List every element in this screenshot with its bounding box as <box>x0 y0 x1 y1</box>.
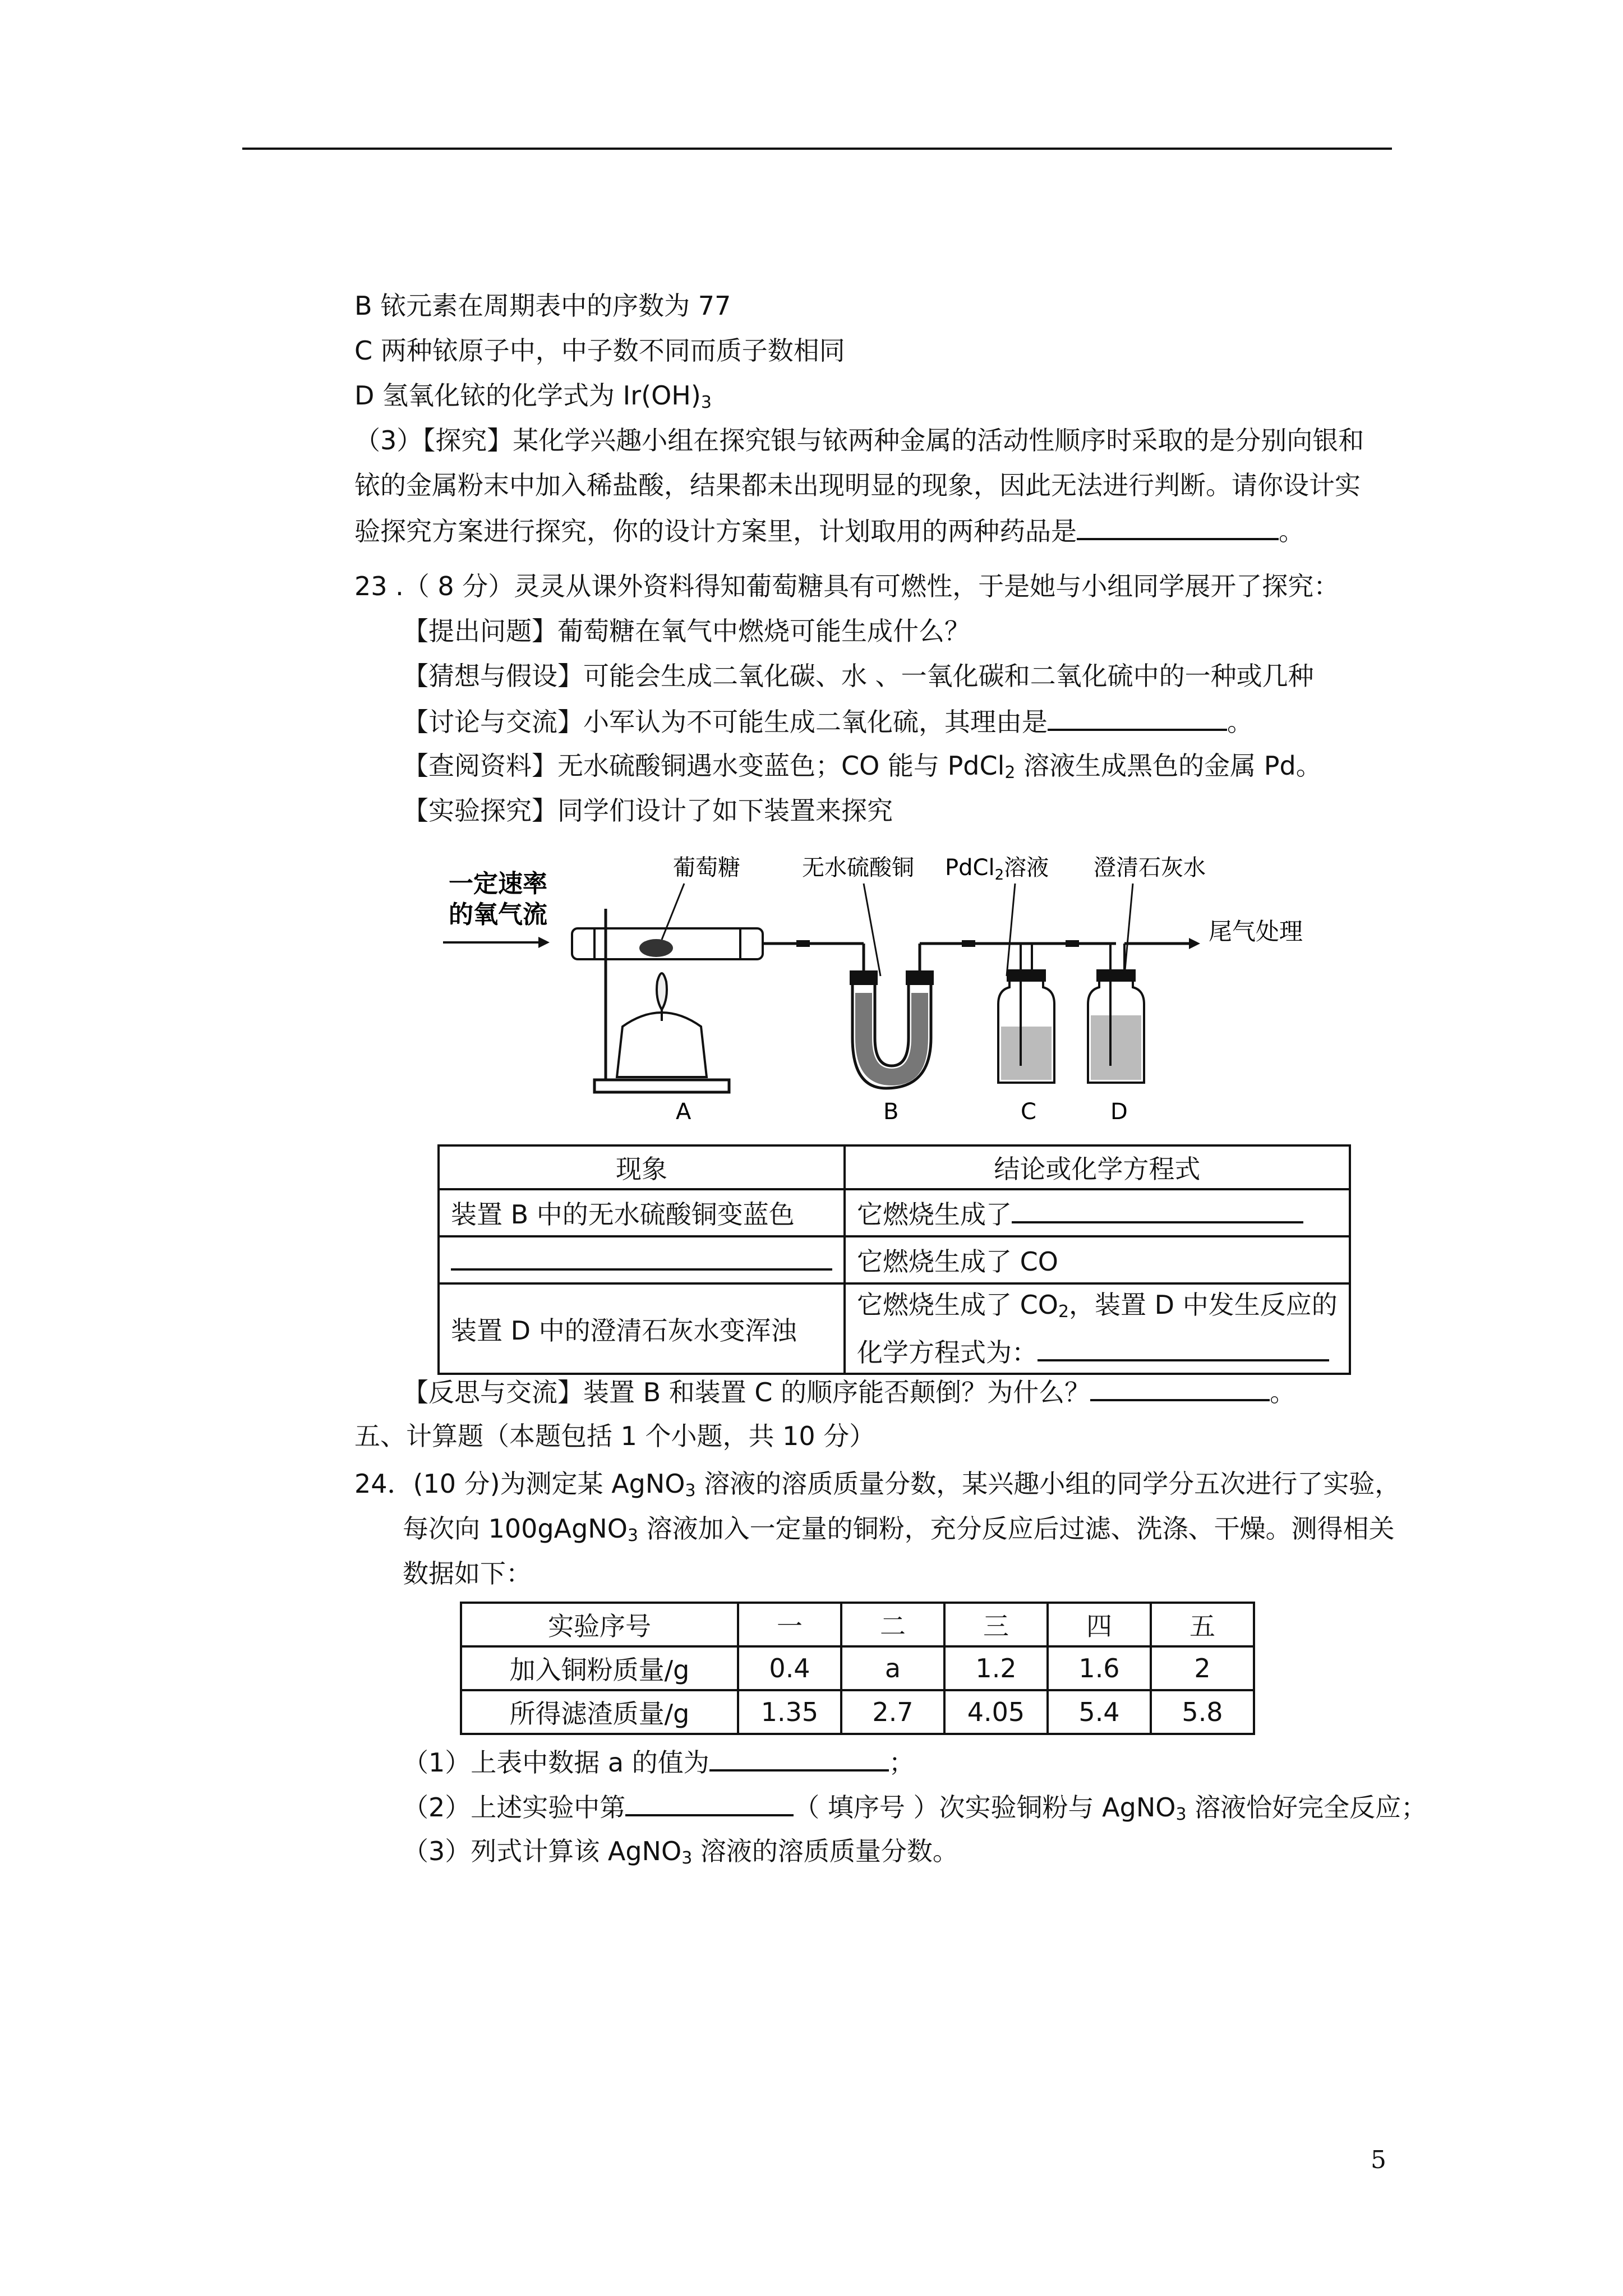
col-header: 一 <box>738 1603 841 1646</box>
label-b: B <box>883 1099 899 1125</box>
page-number: 5 <box>1371 2146 1386 2174</box>
row2-conclusion: 它燃烧生成了 CO <box>845 1236 1350 1283</box>
table-cell: 2.7 <box>841 1690 944 1734</box>
label-d: D <box>1110 1099 1128 1125</box>
answer-blank[interactable] <box>1090 1374 1270 1401</box>
table-cell: 2 <box>1151 1646 1254 1690</box>
table-cell: 1.35 <box>738 1690 841 1734</box>
option-b: B 铱元素在周期表中的序数为 77 <box>354 291 731 321</box>
table-cell: 加入铜粉质量/g <box>461 1646 738 1690</box>
row3-conclusion: 它燃烧生成了 $CO_2$，装置 D 中发生反应的 化学方程式为： <box>845 1283 1350 1374</box>
glucose-sample <box>639 939 673 957</box>
header-rule <box>242 148 1392 150</box>
q24-part3: （3）列式计算该 AgNO$_3$ 溶液的溶质质量分数。 <box>403 1836 958 1868</box>
pdcl2-label: PdCl$_2$溶液 <box>945 855 1049 884</box>
table-cell: 0.4 <box>738 1646 841 1690</box>
phenomenon-table <box>437 1144 1351 1375</box>
q23-reference: 【查阅资料】无水硫酸铜遇水变蓝色；CO 能与 PdCl$_2$ 溶液生成黑色的金属 Pd。 <box>403 751 1322 783</box>
cuso4-label: 无水硫酸铜 <box>802 855 914 881</box>
table-cell: 所得滤渣质量/g <box>461 1690 738 1734</box>
answer-blank[interactable] <box>1048 704 1227 731</box>
row3-phenomenon: 装置 D 中的澄清石灰水变浑浊 <box>439 1283 845 1374</box>
table-cell: 4.05 <box>944 1690 1048 1734</box>
col-header: 实验序号 <box>461 1603 738 1646</box>
q23-discussion: 【讨论与交流】小军认为不可能生成二氧化硫，其理由是 。 <box>403 704 1253 739</box>
section-title: 五、计算题（本题包括 1 个小题，共 10 分） <box>354 1421 875 1451</box>
q23-title: 23 .（ 8 分）灵灵从课外资料得知葡萄糖具有可燃性，于是她与小组同学展开了探究： <box>354 571 1340 601</box>
oxygen-flow-label: 的氧气流 <box>449 900 547 929</box>
table-cell: a <box>841 1646 944 1690</box>
q22-part3-line1: （3）【探究】某化学兴趣小组在探究银与铱两种金属的活动性顺序时采取的是分别向银和 <box>354 425 1364 455</box>
oxygen-flow-label: 一定速率 <box>449 869 547 898</box>
q23-reflection: 【反思与交流】装置 B 和装置 C 的顺序能否颠倒？为什么？ 。 <box>403 1374 1295 1409</box>
label-a: A <box>676 1099 691 1125</box>
q24-line3: 数据如下： <box>403 1558 532 1589</box>
option-d: D 氢氧化铱的化学式为 $Ir(OH)_3$ <box>354 380 712 412</box>
limewater-label: 澄清石灰水 <box>1094 855 1206 881</box>
q24-part2: （2）上述实验中第 （ 填序号 ）次实验铜粉与 AgNO$_3$ 溶液恰好完全反应； <box>403 1789 1427 1832</box>
label-c: C <box>1021 1099 1036 1125</box>
q23-question: 【提出问题】葡萄糖在氧气中燃烧可能生成什么？ <box>403 616 970 646</box>
answer-blank[interactable] <box>709 1745 889 1772</box>
col-header: 五 <box>1151 1603 1254 1646</box>
col-header: 三 <box>944 1603 1048 1646</box>
exhaust-label: 尾气处理 <box>1209 918 1303 945</box>
glucose-label: 葡萄糖 <box>673 855 740 881</box>
row2-phenomenon <box>439 1236 845 1283</box>
table-cell: 5.4 <box>1048 1690 1151 1734</box>
q22-part3-line3: 验探究方案进行探究，你的设计方案里，计划取用的两种药品是 。 <box>354 513 1304 548</box>
header-phenomenon: 现象 <box>439 1145 845 1189</box>
q22-part3-line2: 铱的金属粉末中加入稀盐酸，结果都未出现明显的现象，因此无法进行判断。请你设计实 <box>354 470 1361 500</box>
q24-part1: （1）上表中数据 a 的值为 ； <box>403 1745 915 1779</box>
answer-blank[interactable] <box>625 1789 794 1816</box>
answer-blank[interactable] <box>1038 1335 1329 1361</box>
col-header: 二 <box>841 1603 944 1646</box>
table-cell: 5.8 <box>1151 1690 1254 1734</box>
apparatus-diagram <box>437 841 1303 1128</box>
q24-line1: 24．(10 分)为测定某 AgNO$_3$ 溶液的溶质质量分数，某兴趣小组的同学分五次进行了实验， <box>354 1469 1401 1501</box>
answer-blank[interactable] <box>1012 1197 1303 1223</box>
table-cell: 1.2 <box>944 1646 1048 1690</box>
q23-experiment: 【实验探究】同学们设计了如下装置来探究 <box>403 795 893 826</box>
col-header: 四 <box>1048 1603 1151 1646</box>
alcohol-lamp <box>617 973 707 1077</box>
row1-conclusion: 它燃烧生成了 <box>845 1189 1350 1236</box>
row1-phenomenon: 装置 B 中的无水硫酸铜变蓝色 <box>439 1189 845 1236</box>
data-table <box>460 1602 1255 1735</box>
q23-hypothesis: 【猜想与假设】可能会生成二氧化碳、水 、一氧化碳和二氧化硫中的一种或几种 <box>403 661 1314 691</box>
answer-blank[interactable] <box>451 1244 832 1271</box>
q24-line2: 每次向 100gAgNO$_3$ 溶液加入一定量的铜粉，充分反应后过滤、洗涤、干燥。测得相关 <box>403 1513 1395 1545</box>
header-conclusion: 结论或化学方程式 <box>845 1145 1350 1189</box>
answer-blank[interactable] <box>1077 513 1279 540</box>
table-cell: 1.6 <box>1048 1646 1151 1690</box>
option-c: C 两种铱原子中，中子数不同而质子数相同 <box>354 335 845 366</box>
